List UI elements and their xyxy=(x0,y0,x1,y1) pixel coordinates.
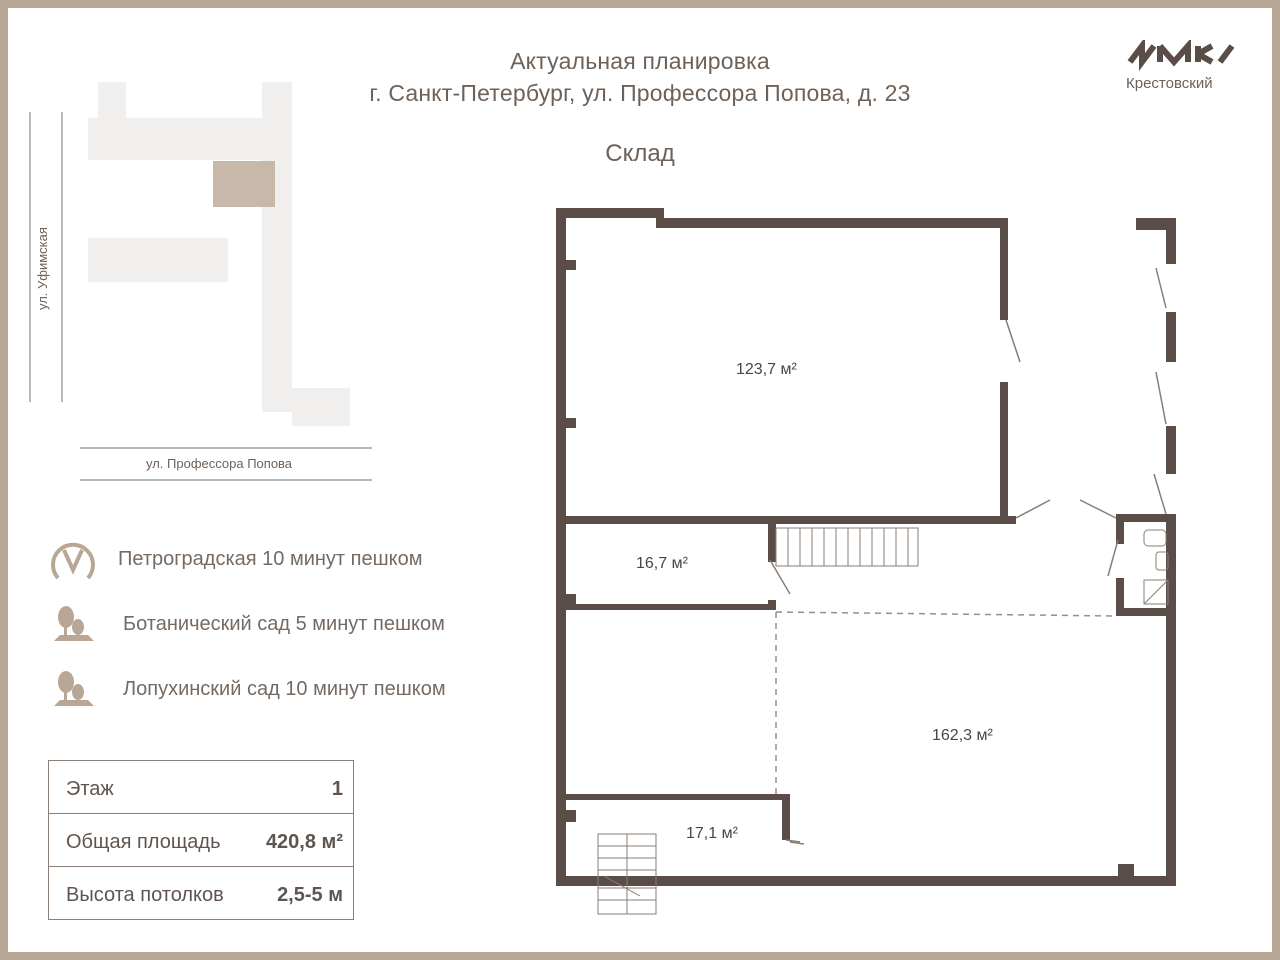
poi-item xyxy=(48,540,508,580)
poi-text: Лопухинский сад 10 минут пешком xyxy=(123,678,446,700)
wc-fixtures xyxy=(1144,530,1168,604)
info-table xyxy=(48,760,354,920)
info-row-area xyxy=(49,814,353,867)
street-label-horizontal: ул. Профессора Попова xyxy=(146,456,293,471)
room-area-label: 17,1 м² xyxy=(686,825,738,842)
stairs-interior xyxy=(776,528,918,566)
info-value: 2,5-5 м xyxy=(277,884,343,906)
address: г. Санкт-Петербург, ул. Профессора Попова, д. 23 xyxy=(369,80,911,106)
info-value: 420,8 м² xyxy=(265,831,343,853)
park-tree-icon xyxy=(48,605,98,645)
site-map xyxy=(88,82,350,426)
poi-item xyxy=(48,605,508,645)
stairs-exterior xyxy=(598,834,656,914)
info-row-floor xyxy=(49,761,353,814)
room-area-label: 16,7 м² xyxy=(636,555,688,572)
info-value: 1 xyxy=(331,778,343,800)
info-label: Высота потолков xyxy=(66,884,224,906)
poi-item xyxy=(48,670,508,710)
park-tree-icon xyxy=(48,670,98,710)
room-area-label: 162,3 м² xyxy=(932,727,993,744)
info-label: Общая площадь xyxy=(66,831,221,853)
walls xyxy=(556,208,1176,886)
poi-text: Петроградская 10 минут пешком xyxy=(118,548,423,570)
poi-text: Ботанический сад 5 минут пешком xyxy=(123,613,445,635)
target-building xyxy=(213,161,275,207)
info-label: Этаж xyxy=(66,778,114,800)
logo-text: Крестовский xyxy=(1126,75,1213,92)
zone-dividers xyxy=(776,612,1116,794)
info-row-ceiling xyxy=(49,867,353,920)
page-title: Актуальная планировка xyxy=(510,48,770,74)
room-area-label: 123,7 м² xyxy=(736,361,797,378)
street-label-vertical: ул. Уфимская xyxy=(35,227,50,310)
premises-type: Склад xyxy=(605,140,675,167)
metro-icon xyxy=(48,540,98,580)
doors xyxy=(770,268,1166,844)
